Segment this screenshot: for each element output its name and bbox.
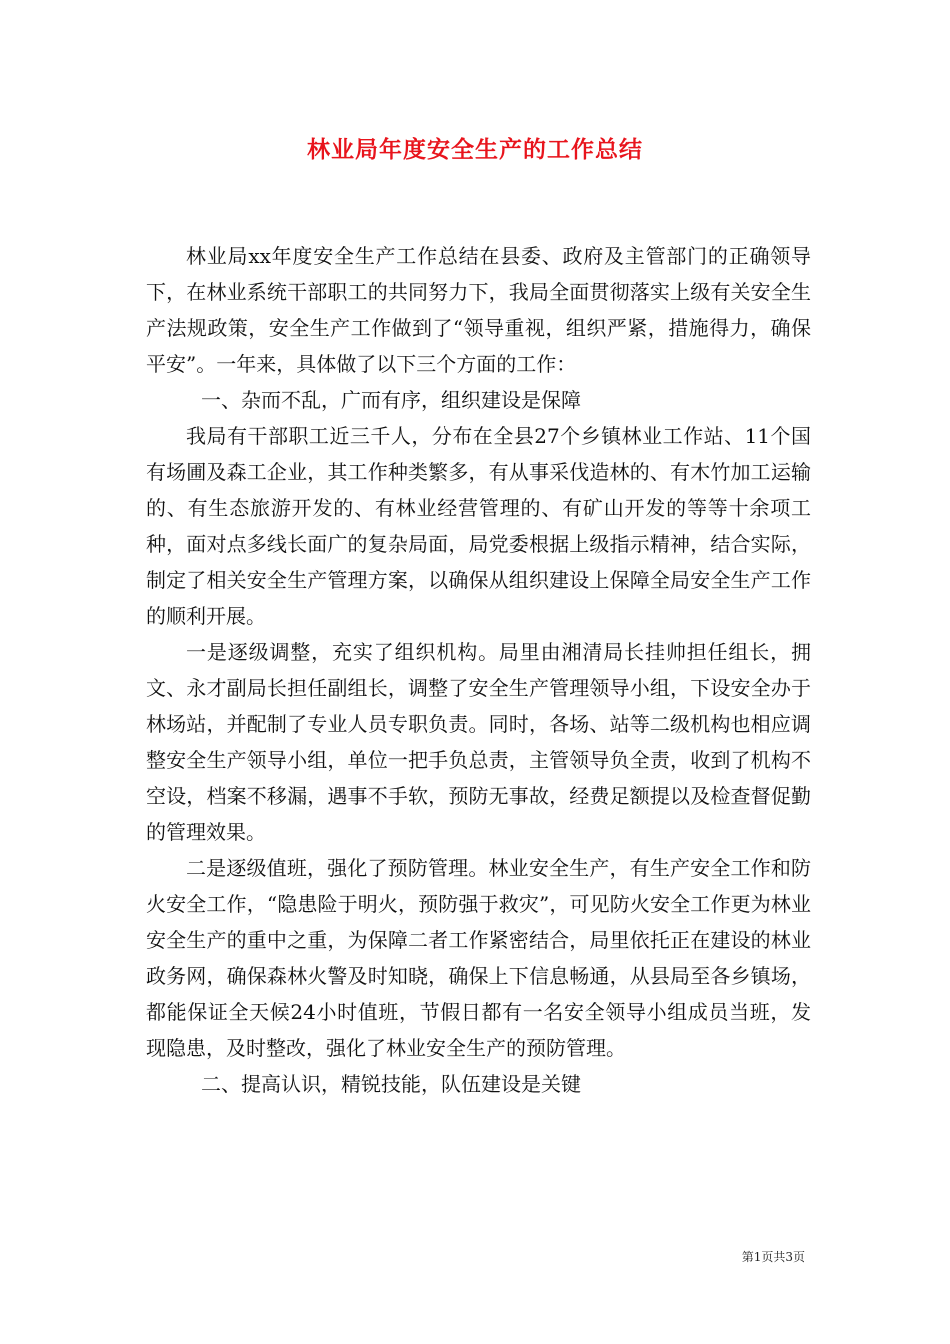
intro-paragraph: 林业局xx年度安全生产工作总结在县委、政府及主管部门的正确领导下，在林业系统干部职工的共同努力下，我局全面贯彻落实上级有关安全生产法规政策，安全生产工作做到了“领导重视，组织严紧，措施得力，确保平安”。一年来，具体做了以下三个方面的工作：: [146, 244, 811, 376]
section-heading-1: 一、杂而不乱，广而有序，组织建设是保障: [201, 388, 581, 412]
body-paragraph: 我局有干部职工近三千人，分布在全县27个乡镇林业工作站、11个国有场圃及森工企业，其工作种类繁多，有从事采伐造林的、有木竹加工运输的、有生态旅游开发的、有林业经营管理的、有矿山开发的等等十余项工种，面对点多线长面广的复杂局面，局党委根据上级指示精神，结合实际，制定了相关安全生产管理方案，以确保从组织建设上保障全局安全生产工作的顺利开展。: [146, 424, 811, 628]
document-body: [146, 238, 811, 1102]
page-number-footer: 第1页共3页: [741, 1250, 805, 1264]
document-title: 林业局年度安全生产的工作总结: [307, 136, 643, 163]
section-heading-2: 二、提高认识，精锐技能，队伍建设是关键: [201, 1072, 581, 1096]
body-paragraph: 二是逐级值班，强化了预防管理。林业安全生产，有生产安全工作和防火安全工作，“隐患险于明火，预防强于救灾”，可见防火安全工作更为林业安全生产的重中之重，为保障二者工作紧密结合，局里依托正在建设的林业政务网，确保森林火警及时知晓，确保上下信息畅通，从县局至各乡镇场，都能保证全天候24小时值班，节假日都有一名安全领导小组成员当班，发现隐患，及时整改，强化了林业安全生产的预防管理。: [146, 856, 811, 1060]
body-paragraph: 一是逐级调整，充实了组织机构。局里由湘清局长挂帅担任组长，拥文、永才副局长担任副组长，调整了安全生产管理领导小组，下设安全办于林场站，并配制了专业人员专职负责。同时，各场、站等二级机构也相应调整安全生产领导小组，单位一把手负总责，主管领导负全责，收到了机构不空设，档案不移漏，遇事不手软，预防无事故，经费足额提以及检查督促勤的管理效果。: [146, 640, 811, 844]
